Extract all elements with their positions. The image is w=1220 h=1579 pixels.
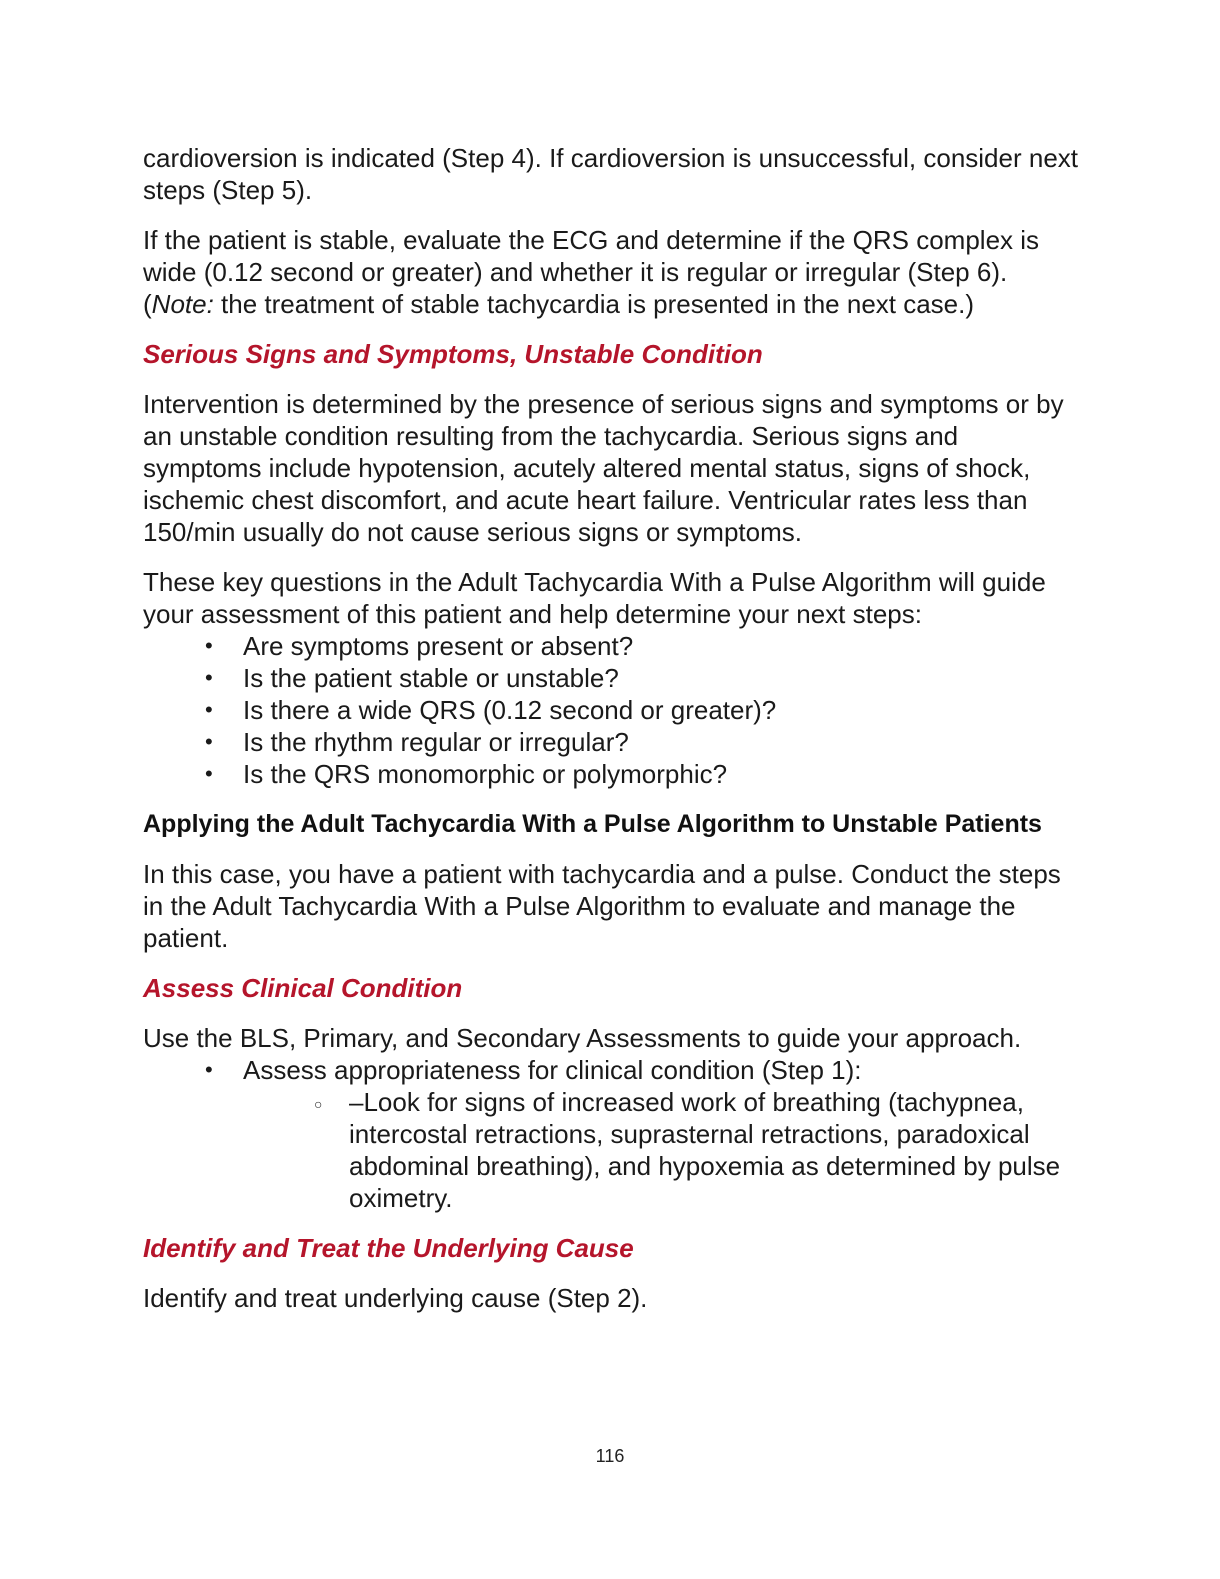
serious-signs-paragraph: Intervention is determined by the presence of serious signs and symptoms or by an unstable condition resulting from the tachycardia. Serious signs and symptoms include hypotension, acutely altered mental status, signs of shock, ischemic chest discomfort, and acute heart failure. Ventricular rates less than 150/min usually do not cause serious signs or symptoms. [143,389,1064,547]
intro-paragraph-2-text: If the patient is stable, evaluate the ECG and determine if the QRS complex is wide (0.12 second or greater) and whether it is regular or irregular (Step 6). ( [143,225,1040,319]
bullet-icon: • [205,761,213,786]
intro-paragraph-2-note: the treatment of stable tachycardia is presented in the next case.) [213,289,975,319]
note-label: Note: [151,289,214,319]
bullet-icon: • [205,697,213,722]
assess-clinical-sublist [243,1086,1083,1214]
underlying-cause-paragraph: Identify and treat underlying cause (Step 2). [143,1283,648,1313]
document-page [143,142,1083,1332]
list-item: • Are symptoms present or absent? [205,631,634,661]
key-questions-list [143,630,1083,790]
list-item: • Is there a wide QRS (0.12 second or greater)? [205,695,777,725]
key-questions-intro: These key questions in the Adult Tachycardia With a Pulse Algorithm will guide your assessment of this patient and help determine your next steps: [143,567,1046,629]
page-number: 116 [595,1446,625,1466]
circle-bullet-icon: ○ [314,1096,323,1112]
list-item: • Is the QRS monomorphic or polymorphic? [205,759,728,789]
section-heading-underlying-cause: Identify and Treat the Underlying Cause [143,1233,634,1263]
assess-clinical-paragraph: Use the BLS, Primary, and Secondary Assessments to guide your approach. [143,1023,1022,1053]
intro-paragraph-2 [143,224,1083,320]
intro-paragraph-1: cardioversion is indicated (Step 4). If cardioversion is unsuccessful, consider next steps (Step 5). [143,143,1078,205]
bullet-icon: • [205,729,213,754]
bullet-icon: • [205,633,213,658]
assess-clinical-list [143,1054,1083,1214]
section-heading-applying-algorithm: Applying the Adult Tachycardia With a Pulse Algorithm to Unstable Patients [143,810,1042,838]
section-heading-serious-signs: Serious Signs and Symptoms, Unstable Condition [143,339,763,369]
list-item: • Assess appropriateness for clinical condition (Step 1): ○ –Look for signs of increased work of breathing (tachypnea, intercostal retractions, suprasternal retractions, paradoxical abdominal breathing), and hypoxemia as determined by pulse oximetry. [143,1054,1083,1214]
bullet-icon: • [205,665,213,690]
applying-algorithm-paragraph: In this case, you have a patient with tachycardia and a pulse. Conduct the steps in the Adult Tachycardia With a Pulse Algorithm to evaluate and manage the patient. [143,859,1061,953]
bullet-icon: • [205,1057,213,1082]
list-item: • Is the rhythm regular or irregular? [205,727,629,757]
sub-list-item: ○ –Look for signs of increased work of breathing (tachypnea, intercostal retractions, suprasternal retractions, paradoxical abdominal breathing), and hypoxemia as determined by pulse oximetry. [314,1087,1061,1213]
section-heading-assess-clinical: Assess Clinical Condition [143,973,463,1003]
list-item: • Is the patient stable or unstable? [205,663,619,693]
